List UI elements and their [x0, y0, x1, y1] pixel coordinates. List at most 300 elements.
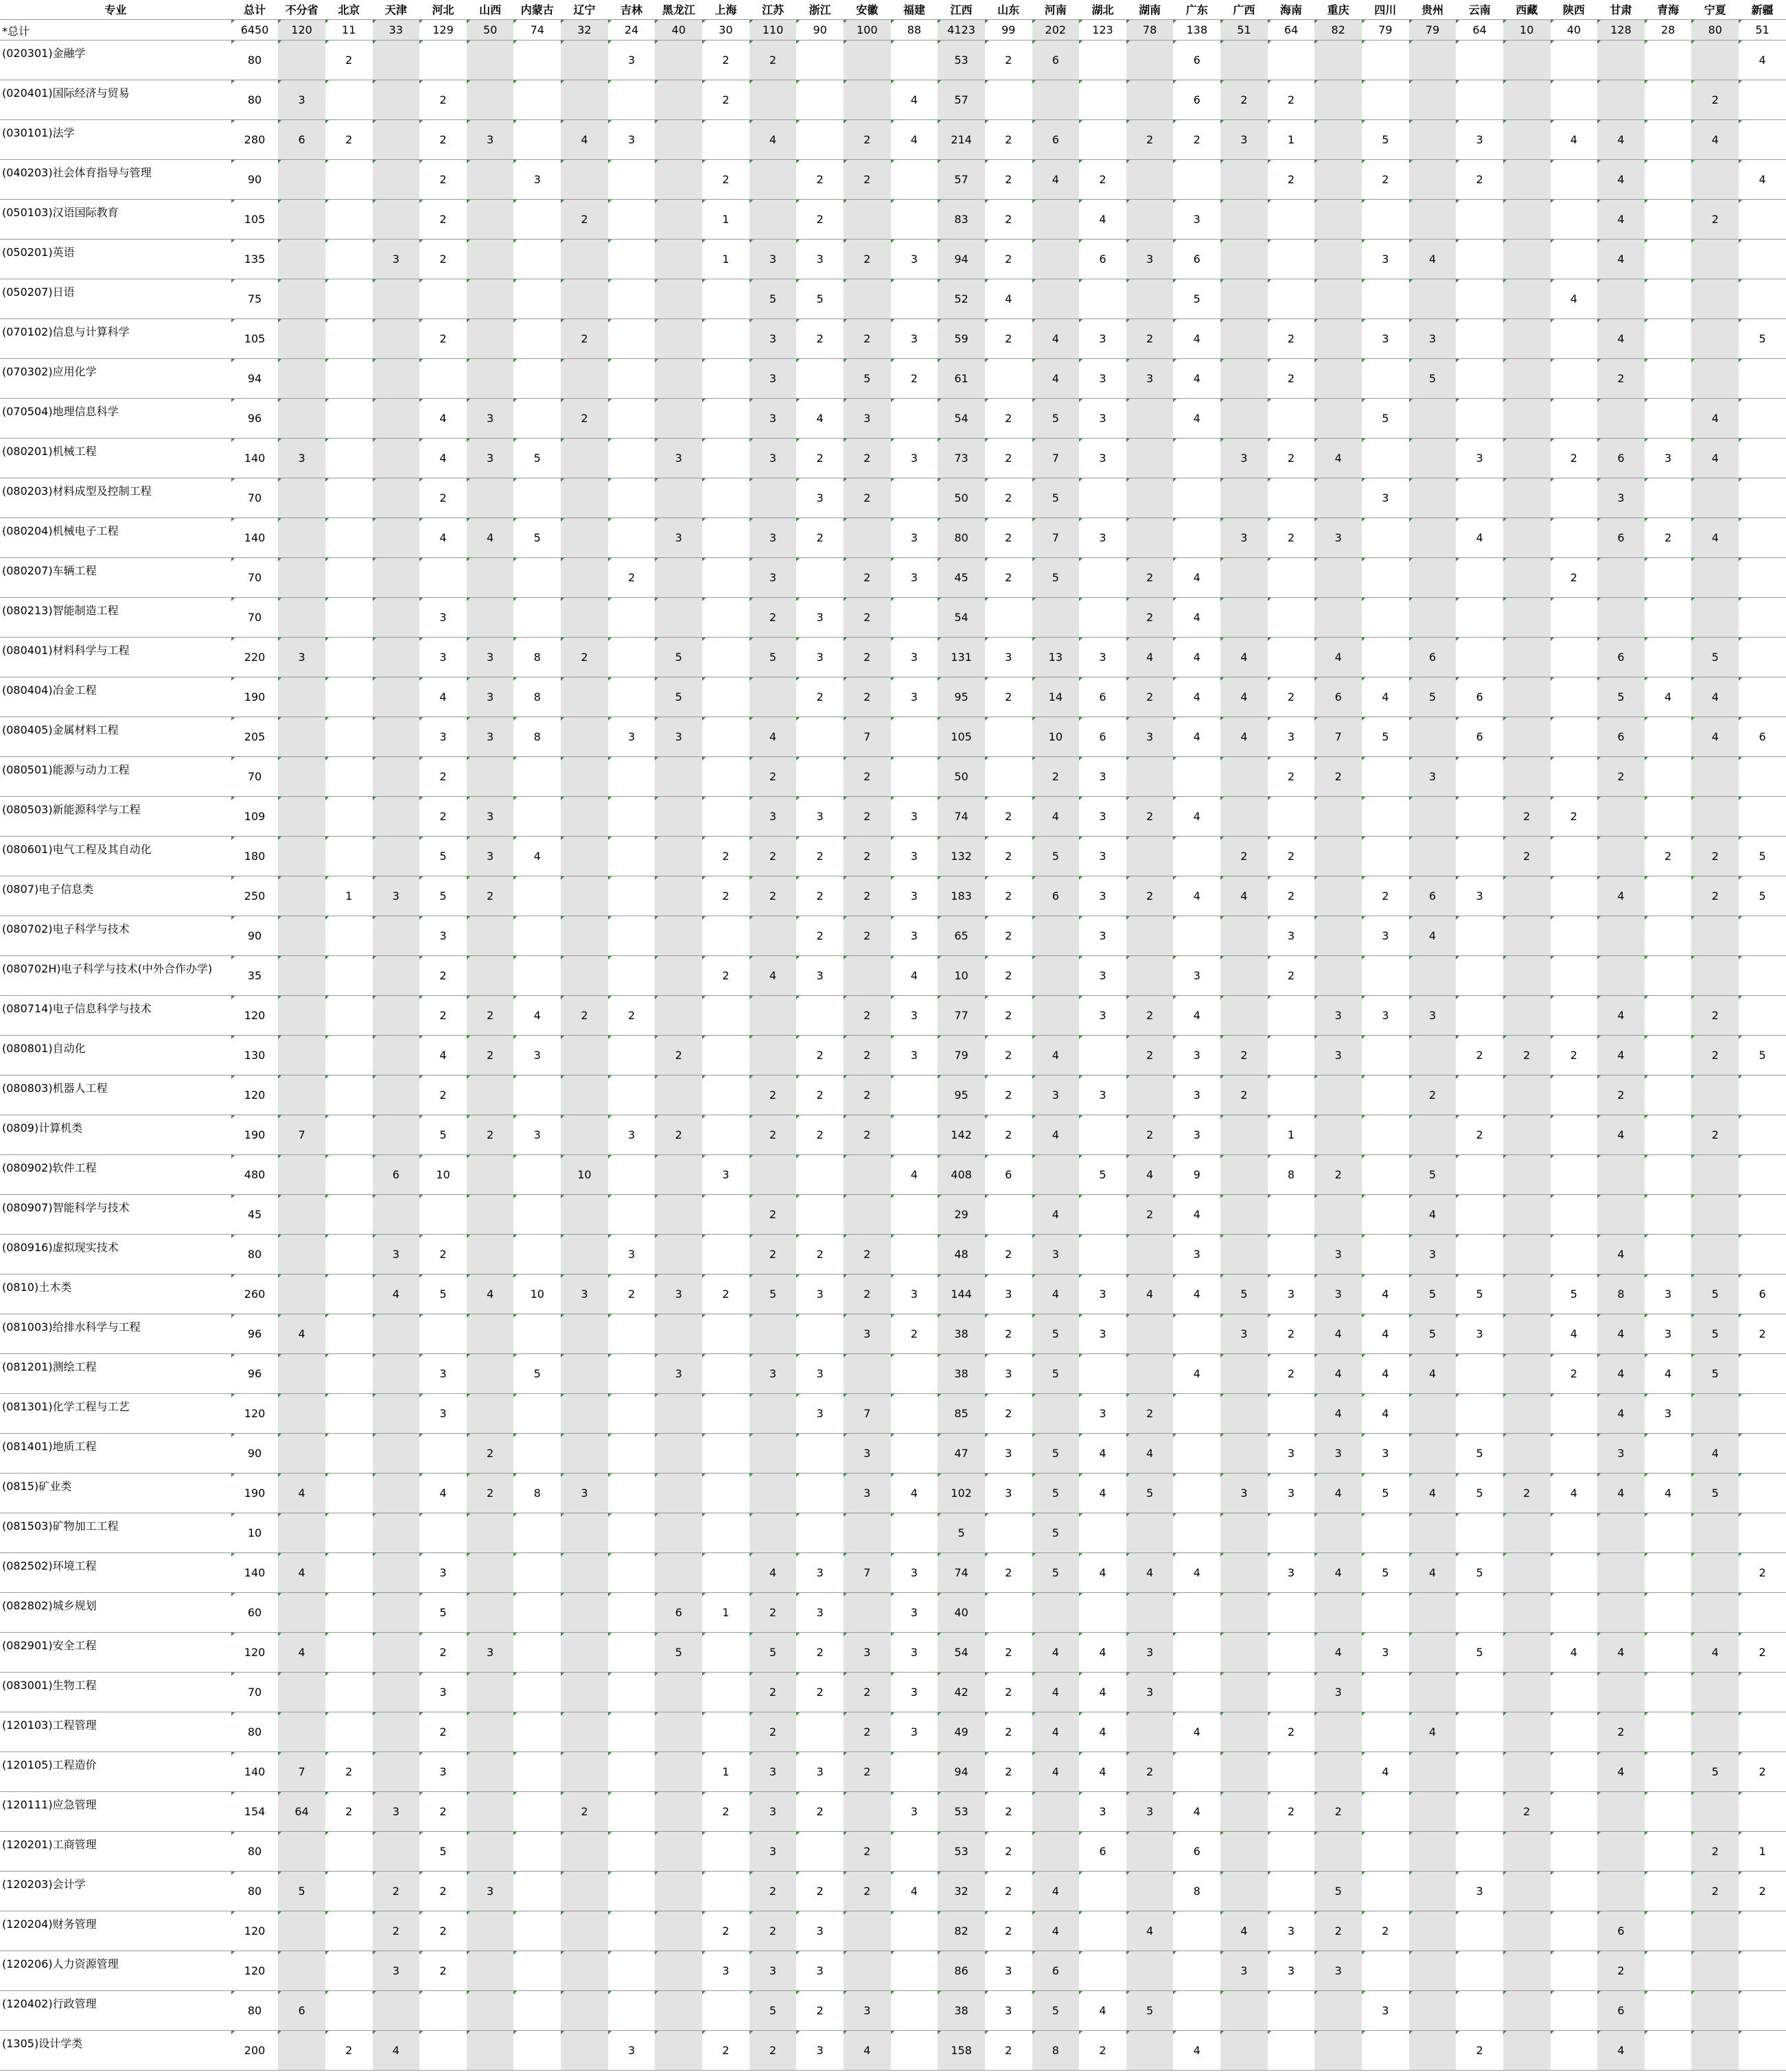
quota-cell: 2 [467, 995, 514, 1035]
quota-cell [1409, 279, 1457, 318]
quota-cell: 2 [419, 318, 467, 358]
quota-cell [1220, 557, 1268, 597]
quota-cell: 3 [796, 1552, 844, 1592]
quota-cell: 2 [1409, 1075, 1457, 1115]
quota-cell [561, 836, 608, 876]
quota-cell: 2 [796, 1672, 844, 1712]
quota-cell: 2 [985, 1552, 1032, 1592]
quota-cell [1362, 1115, 1409, 1154]
quota-cell: 3 [1126, 358, 1174, 398]
quota-cell [1126, 916, 1174, 955]
quota-cell [844, 1791, 891, 1831]
quota-cell: 2 [844, 318, 891, 358]
quota-cell: 2 [419, 955, 467, 995]
quota-cell: 4 [1597, 199, 1645, 239]
header-province: 山东 [985, 0, 1032, 19]
quota-cell [561, 1871, 608, 1911]
quota-cell: 6 [1739, 717, 1786, 756]
quota-cell [1173, 1751, 1220, 1791]
quota-cell: 5 [1691, 637, 1739, 677]
quota-cell: 3 [891, 677, 938, 717]
quota-cell: 3 [796, 1751, 844, 1791]
quota-cell [1503, 1552, 1551, 1592]
quota-cell [1551, 398, 1598, 438]
quota-cell [1645, 1751, 1692, 1791]
quota-cell [325, 1871, 373, 1911]
quota-cell: 2 [844, 1115, 891, 1154]
quota-cell: 2 [985, 1115, 1032, 1154]
quota-cell: 5 [1173, 279, 1220, 318]
quota-cell [796, 717, 844, 756]
quota-cell [655, 796, 702, 836]
quota-cell: 3 [1362, 478, 1409, 517]
quota-cell [561, 955, 608, 995]
quota-cell [1597, 955, 1645, 995]
quota-cell [702, 1433, 750, 1473]
quota-cell: 4 [1739, 40, 1786, 80]
quota-cell [796, 119, 844, 159]
quota-cell [1409, 199, 1457, 239]
quota-cell [278, 796, 325, 836]
quota-cell: 6 [1173, 40, 1220, 80]
quota-cell [608, 318, 656, 358]
quota-cell [1079, 597, 1126, 637]
quota-cell: 2 [1220, 1075, 1268, 1115]
quota-cell [1456, 279, 1503, 318]
quota-cell [1503, 1951, 1551, 1990]
quota-cell [1032, 916, 1080, 955]
quota-cell: 3 [985, 1353, 1032, 1393]
quota-cell [513, 1751, 561, 1791]
quota-cell [1173, 1951, 1220, 1990]
quota-cell [702, 1115, 750, 1154]
quota-cell [1551, 836, 1598, 876]
quota-cell: 3 [750, 1831, 797, 1871]
quota-cell [1220, 597, 1268, 637]
quota-cell: 2 [985, 438, 1032, 478]
quota-cell [702, 478, 750, 517]
header-province: 福建 [891, 0, 938, 19]
major-name: (0810)土木类 [0, 1274, 231, 1314]
quota-cell: 3 [1173, 199, 1220, 239]
major-name: (050201)英语 [0, 239, 231, 279]
quota-cell [655, 40, 702, 80]
quota-cell [513, 1314, 561, 1353]
quota-cell [1220, 1552, 1268, 1592]
quota-cell: 2 [1268, 438, 1315, 478]
quota-cell [1220, 1194, 1268, 1234]
quota-cell: 6 [1032, 876, 1080, 916]
quota-cell [1314, 239, 1362, 279]
quota-cell: 2 [1126, 1194, 1174, 1234]
quota-cell: 4 [1173, 2030, 1220, 2070]
major-name: (080204)机械电子工程 [0, 517, 231, 557]
quota-cell [891, 199, 938, 239]
quota-cell [373, 1115, 420, 1154]
quota-cell [1220, 199, 1268, 239]
table-row [0, 159, 1786, 199]
quota-cell: 3 [985, 637, 1032, 677]
quota-cell: 2 [985, 1911, 1032, 1951]
quota-cell [750, 1393, 797, 1433]
quota-cell: 142 [938, 1115, 985, 1154]
major-name: (020301)金融学 [0, 40, 231, 80]
quota-cell [513, 916, 561, 955]
quota-cell: 4 [561, 119, 608, 159]
quota-cell: 2 [561, 318, 608, 358]
quota-cell: 4 [1597, 1115, 1645, 1154]
quota-cell: 3 [1409, 318, 1457, 358]
quota-cell [1314, 119, 1362, 159]
quota-cell: 3 [513, 159, 561, 199]
quota-cell [1173, 1314, 1220, 1353]
quota-cell [419, 358, 467, 398]
quota-cell [513, 279, 561, 318]
quota-cell [1691, 1552, 1739, 1592]
quota-cell: 2 [655, 1115, 702, 1154]
quota-cell: 5 [1409, 677, 1457, 717]
quota-cell [1691, 239, 1739, 279]
quota-cell [278, 239, 325, 279]
quota-cell: 3 [373, 1791, 420, 1831]
quota-cell: 2 [419, 478, 467, 517]
quota-cell [1409, 1513, 1457, 1552]
header-province: 河南 [1032, 0, 1080, 19]
quota-cell: 38 [938, 1990, 985, 2030]
quota-cell [513, 358, 561, 398]
quota-cell: 2 [1032, 756, 1080, 796]
quota-cell [1691, 916, 1739, 955]
quota-cell: 4 [1691, 1632, 1739, 1672]
quota-cell [1551, 756, 1598, 796]
quota-cell [325, 239, 373, 279]
quota-cell [278, 1194, 325, 1234]
quota-cell: 2 [985, 199, 1032, 239]
quota-cell [1456, 80, 1503, 119]
quota-cell [1551, 1871, 1598, 1911]
totals-cell: 128 [1597, 19, 1645, 40]
quota-cell: 2 [419, 756, 467, 796]
quota-cell: 2 [1456, 1115, 1503, 1154]
quota-cell: 2 [844, 756, 891, 796]
quota-cell: 6 [1173, 80, 1220, 119]
table-row [0, 1911, 1786, 1951]
quota-cell: 48 [938, 1234, 985, 1274]
quota-cell: 2 [1126, 796, 1174, 836]
total-cell: 200 [231, 2030, 278, 2070]
quota-cell [1503, 40, 1551, 80]
quota-cell: 5 [1409, 1154, 1457, 1194]
table-row [0, 1194, 1786, 1234]
quota-cell [1362, 80, 1409, 119]
quota-cell [467, 1154, 514, 1194]
quota-cell: 5 [750, 637, 797, 677]
quota-cell: 2 [844, 1712, 891, 1751]
quota-cell: 1 [1268, 119, 1315, 159]
quota-cell: 4 [1597, 239, 1645, 279]
quota-cell [1079, 279, 1126, 318]
quota-cell [561, 1433, 608, 1473]
totals-cell: 64 [1268, 19, 1315, 40]
quota-cell: 42 [938, 1672, 985, 1712]
quota-cell [1645, 876, 1692, 916]
quota-cell [1503, 717, 1551, 756]
quota-cell: 3 [1079, 637, 1126, 677]
quota-cell [278, 677, 325, 717]
quota-cell [561, 438, 608, 478]
quota-cell: 2 [985, 995, 1032, 1035]
quota-cell [1362, 796, 1409, 836]
total-cell: 120 [231, 1632, 278, 1672]
quota-cell: 6 [1739, 1274, 1786, 1314]
major-name: (080702)电子科学与技术 [0, 916, 231, 955]
major-name: (120402)行政管理 [0, 1990, 231, 2030]
quota-cell: 3 [1409, 995, 1457, 1035]
quota-cell: 32 [938, 1871, 985, 1911]
quota-cell [1362, 40, 1409, 80]
quota-cell: 3 [1079, 1314, 1126, 1353]
total-cell: 135 [231, 239, 278, 279]
quota-cell [1220, 1154, 1268, 1194]
quota-cell: 6 [1032, 1951, 1080, 1990]
quota-cell: 3 [1362, 995, 1409, 1035]
quota-cell [278, 1393, 325, 1433]
quota-cell: 3 [750, 1751, 797, 1791]
quota-cell: 6 [1456, 717, 1503, 756]
quota-cell [891, 1990, 938, 2030]
quota-cell: 3 [891, 637, 938, 677]
quota-cell: 6 [1079, 239, 1126, 279]
quota-cell: 5 [1362, 1552, 1409, 1592]
quota-cell [373, 1513, 420, 1552]
quota-cell: 5 [1032, 1433, 1080, 1473]
quota-cell [467, 239, 514, 279]
quota-cell: 3 [419, 717, 467, 756]
quota-cell [278, 597, 325, 637]
totals-cell: 202 [1032, 19, 1080, 40]
quota-cell: 2 [419, 1234, 467, 1274]
table-row [0, 1791, 1786, 1831]
quota-cell [1691, 1951, 1739, 1990]
quota-cell: 4 [1597, 2030, 1645, 2070]
quota-cell: 3 [467, 119, 514, 159]
quota-cell [796, 1712, 844, 1751]
quota-cell: 6 [1597, 637, 1645, 677]
quota-cell: 2 [561, 637, 608, 677]
quota-cell: 3 [373, 1951, 420, 1990]
quota-cell: 105 [938, 717, 985, 756]
quota-cell: 4 [1551, 119, 1598, 159]
quota-cell [1032, 1154, 1080, 1194]
quota-cell [1551, 1712, 1598, 1751]
quota-cell: 2 [702, 2030, 750, 2070]
quota-cell: 4 [1173, 1552, 1220, 1592]
quota-cell [561, 279, 608, 318]
quota-cell: 4 [1173, 597, 1220, 637]
quota-cell: 3 [1126, 717, 1174, 756]
quota-cell: 3 [1645, 438, 1692, 478]
total-cell: 70 [231, 478, 278, 517]
quota-cell: 2 [844, 637, 891, 677]
quota-cell [1409, 796, 1457, 836]
table-row [0, 239, 1786, 279]
quota-cell [1645, 717, 1692, 756]
quota-cell: 4 [1597, 876, 1645, 916]
quota-cell [373, 199, 420, 239]
quota-cell [1691, 955, 1739, 995]
major-name: (080801)自动化 [0, 1035, 231, 1075]
quota-cell: 3 [1456, 876, 1503, 916]
quota-cell [1503, 1314, 1551, 1353]
quota-cell: 4 [1409, 1194, 1457, 1234]
quota-cell [1409, 1831, 1457, 1871]
quota-cell: 4 [1173, 557, 1220, 597]
quota-cell [513, 239, 561, 279]
table-row [0, 836, 1786, 876]
quota-cell: 2 [750, 1911, 797, 1951]
quota-cell [655, 1433, 702, 1473]
quota-cell [1079, 40, 1126, 80]
quota-cell [1503, 677, 1551, 717]
quota-cell [1691, 1672, 1739, 1712]
quota-cell: 3 [1314, 1035, 1362, 1075]
quota-cell [1409, 557, 1457, 597]
quota-cell [655, 1990, 702, 2030]
quota-cell [1739, 478, 1786, 517]
quota-cell [467, 159, 514, 199]
quota-cell [561, 1075, 608, 1115]
quota-cell: 3 [796, 478, 844, 517]
quota-cell: 2 [750, 1871, 797, 1911]
quota-cell: 8 [513, 637, 561, 677]
quota-cell [1456, 199, 1503, 239]
quota-cell: 4 [1362, 1751, 1409, 1791]
table-row [0, 119, 1786, 159]
quota-cell: 2 [1126, 1751, 1174, 1791]
quota-cell: 4 [1314, 438, 1362, 478]
quota-cell: 4 [1173, 796, 1220, 836]
quota-cell [1268, 557, 1315, 597]
quota-cell [1362, 836, 1409, 876]
quota-cell: 53 [938, 1791, 985, 1831]
quota-cell: 5 [1126, 1990, 1174, 2030]
quota-cell [1314, 597, 1362, 637]
quota-cell [1597, 796, 1645, 836]
quota-cell [1691, 1990, 1739, 2030]
quota-cell [844, 279, 891, 318]
header-province: 云南 [1456, 0, 1503, 19]
quota-cell: 2 [750, 1672, 797, 1712]
quota-cell [1739, 1433, 1786, 1473]
quota-cell [467, 1672, 514, 1712]
quota-cell: 6 [1079, 717, 1126, 756]
quota-cell [1126, 478, 1174, 517]
quota-cell [278, 199, 325, 239]
quota-cell: 4 [1032, 796, 1080, 836]
quota-cell [1173, 517, 1220, 557]
quota-cell [1597, 836, 1645, 876]
quota-cell: 3 [750, 517, 797, 557]
quota-cell [513, 119, 561, 159]
quota-cell [561, 1951, 608, 1990]
quota-cell [278, 159, 325, 199]
table-row [0, 1712, 1786, 1751]
table-row [0, 1632, 1786, 1672]
quota-cell [985, 597, 1032, 637]
quota-cell: 2 [1362, 159, 1409, 199]
quota-cell [608, 1194, 656, 1234]
quota-cell [1503, 557, 1551, 597]
quota-cell [325, 1115, 373, 1154]
quota-cell [1503, 2030, 1551, 2070]
quota-cell [1220, 1990, 1268, 2030]
quota-cell [1503, 358, 1551, 398]
quota-cell: 3 [655, 517, 702, 557]
quota-cell: 3 [796, 1951, 844, 1990]
quota-cell [655, 1672, 702, 1712]
quota-cell [1456, 916, 1503, 955]
quota-cell: 14 [1032, 677, 1080, 717]
table-row [0, 438, 1786, 478]
quota-cell: 3 [985, 1433, 1032, 1473]
quota-cell [1645, 557, 1692, 597]
quota-cell: 2 [1268, 1791, 1315, 1831]
quota-cell [702, 1314, 750, 1353]
quota-cell: 4 [1597, 995, 1645, 1035]
quota-cell [373, 1194, 420, 1234]
quota-cell [467, 1831, 514, 1871]
quota-cell [1503, 239, 1551, 279]
quota-cell: 4 [796, 398, 844, 438]
quota-cell [1362, 1791, 1409, 1831]
quota-cell [702, 717, 750, 756]
quota-cell [561, 1672, 608, 1712]
quota-cell [655, 1234, 702, 1274]
quota-cell [561, 876, 608, 916]
quota-cell [844, 1911, 891, 1951]
quota-cell [1551, 1990, 1598, 2030]
quota-cell [1645, 756, 1692, 796]
quota-cell [1645, 1791, 1692, 1831]
table-row [0, 717, 1786, 756]
quota-cell [1551, 517, 1598, 557]
quota-cell [373, 677, 420, 717]
quota-cell [1268, 597, 1315, 637]
quota-cell [467, 1951, 514, 1990]
quota-cell: 3 [1126, 1791, 1174, 1831]
quota-cell: 3 [608, 717, 656, 756]
quota-cell [1503, 1871, 1551, 1911]
quota-cell: 3 [796, 637, 844, 677]
quota-cell: 3 [467, 717, 514, 756]
quota-cell: 2 [1597, 358, 1645, 398]
quota-cell: 2 [891, 1314, 938, 1353]
quota-cell [1551, 1154, 1598, 1194]
quota-cell [325, 1831, 373, 1871]
quota-cell [278, 478, 325, 517]
quota-cell [608, 1831, 656, 1871]
total-cell: 80 [231, 1990, 278, 2030]
quota-cell [1314, 2030, 1362, 2070]
quota-cell [1220, 1433, 1268, 1473]
major-name: (0807)电子信息类 [0, 876, 231, 916]
quota-cell: 3 [1597, 1433, 1645, 1473]
quota-cell [1314, 478, 1362, 517]
quota-cell [419, 557, 467, 597]
quota-cell: 82 [938, 1911, 985, 1951]
total-cell: 70 [231, 597, 278, 637]
quota-cell [1314, 398, 1362, 438]
